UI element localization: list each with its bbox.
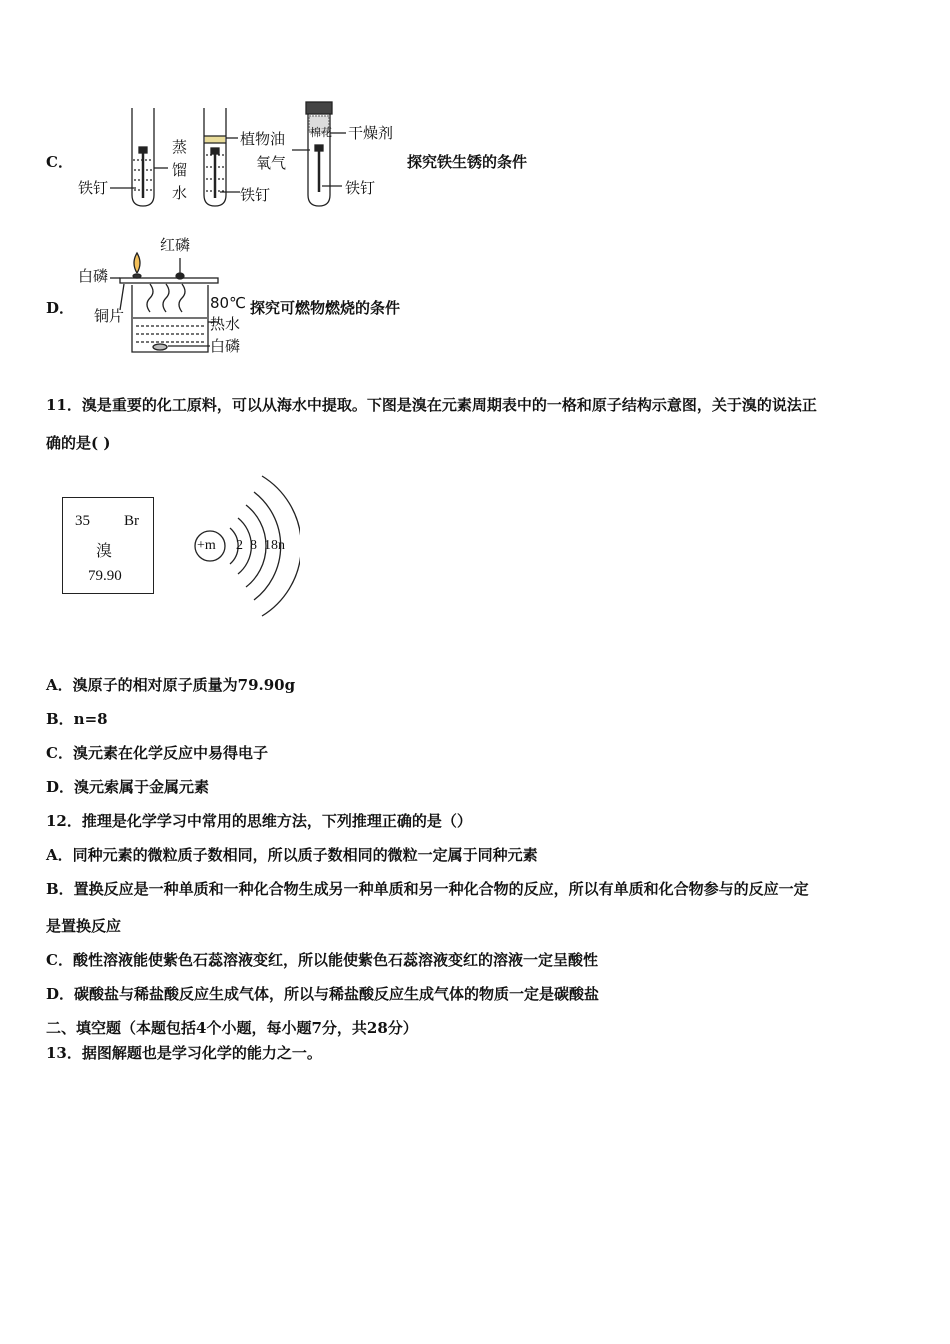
- label-distilled-3: 水: [172, 184, 188, 202]
- label-white-phosphorus-bottom: 白磷: [210, 337, 241, 355]
- label-distilled-2: 馏: [172, 161, 188, 179]
- option-d-letter: D．: [46, 299, 75, 317]
- label-red-phosphorus: 红磷: [160, 236, 191, 254]
- label-nail-1: 铁钉: [78, 179, 109, 197]
- atomic-mass: 79.90: [88, 568, 122, 584]
- q12-option-d: D．碳酸盐与稀盐酸反应生成气体，所以与稀盐酸反应生成气体的物质一定是碳酸盐: [46, 985, 600, 1003]
- option-c-letter: C．: [46, 153, 73, 171]
- periodic-table-cell: [62, 497, 154, 594]
- label-oxygen: 氧气: [256, 154, 287, 172]
- label-nail-2: 铁钉: [240, 186, 271, 204]
- q11-option-a: A．溴原子的相对原子质量为79.90g: [46, 676, 296, 694]
- test-tube-1: [110, 108, 168, 206]
- section-2-heading: 二、填空题（本题包括4个小题，每小题7分，共28分）: [46, 1019, 418, 1037]
- option-c-caption: 探究铁生锈的条件: [407, 153, 528, 171]
- q12-option-b-line1: B．置换反应是一种单质和一种化合物生成另一种单质和另一种化合物的反应，所以有单质和化合物参与的反应一定: [46, 880, 809, 898]
- element-name: 溴: [96, 543, 113, 560]
- q11-stem-line1: 11．溴是重要的化工原料，可以从海水中提取。下图是溴在元素周期表中的一格和原子结构示意图，关于溴的说法正: [46, 396, 817, 414]
- test-tube-2: [204, 108, 240, 206]
- q12-stem: 12．推理是化学学习中常用的思维方法，下列推理正确的是（）: [46, 812, 472, 830]
- q13-stem: 13．据图解题也是学习化学的能力之一。: [46, 1044, 322, 1062]
- q11-option-d: D．溴元索属于金属元素: [46, 778, 210, 796]
- q12-option-c: C．酸性溶液能使紫色石蕊溶液变红，所以能使紫色石蕊溶液变红的溶液一定呈酸性: [46, 951, 598, 969]
- element-symbol: Br: [124, 513, 139, 529]
- q11-option-c: C．溴元素在化学反应中易得电子: [46, 744, 268, 762]
- atomic-number: 35: [75, 513, 90, 529]
- label-hot-water: 热水: [210, 315, 241, 333]
- label-white-phosphorus-top: 白磷: [78, 267, 109, 285]
- label-desiccant: 干燥剂: [348, 124, 394, 142]
- label-copper: 铜片: [94, 307, 125, 325]
- q11-stem-line2: 确的是( ): [46, 434, 111, 452]
- q12-option-a: A．同种元素的微粒质子数相同，所以质子数相同的微粒一定属于同种元素: [46, 846, 538, 864]
- label-temperature: 80℃: [210, 294, 246, 312]
- copper-plate: [120, 278, 218, 283]
- nucleus-charge: +m: [197, 538, 216, 553]
- option-d-caption: 探究可燃物燃烧的条件: [250, 299, 401, 317]
- label-cotton: 棉花: [310, 126, 332, 139]
- electron-shells: 2 8 18n: [236, 538, 285, 553]
- label-plant-oil: 植物油: [240, 130, 286, 148]
- q11-option-b: B．n=8: [46, 710, 108, 728]
- test-tube-3: [292, 102, 346, 206]
- flame: [134, 253, 140, 273]
- label-nail-3: 铁钉: [345, 179, 376, 197]
- label-distilled-1: 蒸: [172, 138, 188, 156]
- q12-option-b-line2: 是置换反应: [46, 917, 122, 935]
